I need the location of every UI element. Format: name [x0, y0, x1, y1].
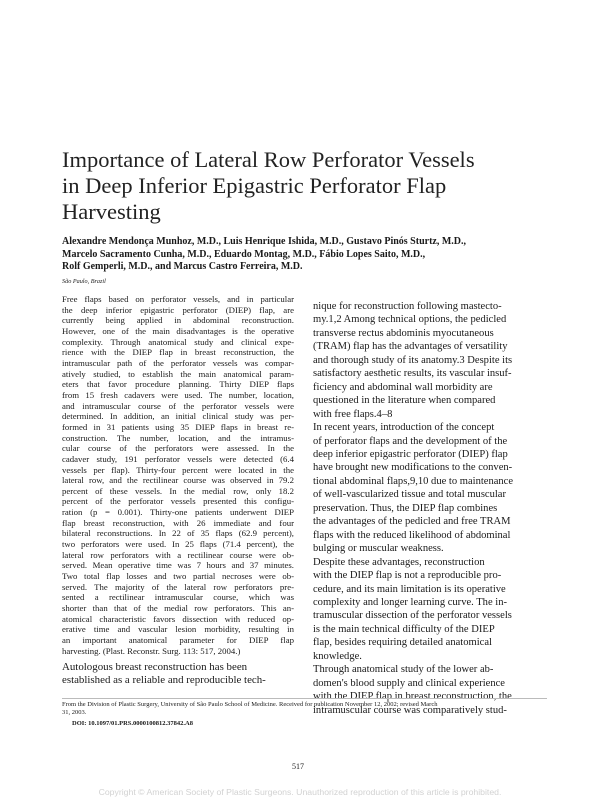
abstract [62, 294, 294, 656]
body-line: (TRAM) flap has the advantages of versatility [313, 341, 508, 353]
body-line: Through anatomical study of the lower ab- [313, 664, 494, 676]
abstract-line: cadaver study, 191 perforator vessels were detected (6.4 [62, 453, 294, 464]
body-line: have brought new modifications to the conven- [313, 462, 513, 474]
author-list [62, 236, 542, 274]
doi-line: DOI: 10.1097/01.PRS.0000100812.37842.A8 [72, 720, 193, 727]
footnote-divider [62, 698, 547, 699]
abstract-line: formed in 31 patients using 35 DIEP flaps in breast re- [62, 421, 294, 432]
footnote-line: From the Division of Plastic Surgery, University of São Paulo School of Medicine. Received for publication November 12, 2002; revised March [62, 701, 438, 708]
body-line: flap, besides requiring detailed anatomical [313, 637, 492, 649]
body-line: of well-vascularized tissue and total muscular [313, 489, 507, 501]
footnote-line: 31, 2003. [62, 709, 87, 716]
abstract-line: two perforators were used. In 25 flaps (71.4 percent), the [62, 539, 294, 550]
body-line: satisfactory aesthetic results, its vascular insuf- [313, 368, 512, 380]
abstract-line: currently being applied in abdominal reconstruction. [62, 315, 294, 326]
abstract-line: flap breast reconstruction, with 26 immediate and four [62, 517, 294, 528]
body-line: ficiency and abdominal wall morbidity are [313, 381, 493, 393]
abstract-line: atomical characteristic favors dissection with reduced op- [62, 613, 294, 624]
introduction-paragraph [62, 661, 294, 687]
body-line: deep inferior epigastric perforator (DIEP) flap [313, 448, 508, 460]
intro-line: established as a reliable and reproducible tech- [62, 674, 266, 686]
abstract-line: rience with the DIEP flap in breast reconstruction, the [62, 347, 294, 358]
body-line: and thorough study of its anatomy.3 Despite its [313, 354, 513, 366]
abstract-line: served. The majority of the lateral row perforators pre- [62, 581, 294, 592]
title-line: Harvesting [62, 199, 161, 224]
body-line: domen's blood supply and clinical experience [313, 677, 505, 689]
author-line: Rolf Gemperli, M.D., and Marcus Castro Ferreira, M.D. [62, 261, 303, 273]
abstract-line: served. Mean operative time was 7 hours and 37 minutes. [62, 560, 294, 571]
page-number: 517 [292, 762, 304, 771]
body-line: with the DIEP flap is not a reproducible pro- [313, 570, 502, 582]
abstract-line: percent of these vessels. In the medial row, only 18.2 [62, 485, 294, 496]
right-column-text [313, 300, 545, 717]
abstract-line: erative time and vascular lesion morbidity, resulting in [62, 624, 294, 635]
abstract-line: sented a rectilinear intramuscular course, which was [62, 592, 294, 603]
body-line: bulging or muscular weakness. [313, 543, 444, 555]
body-line: with the DIEP flap in breast reconstruction, the [313, 691, 512, 703]
title-line: in Deep Inferior Epigastric Perforator Flap [62, 173, 447, 198]
body-line: preservation. Thus, the DIEP flap combines [313, 502, 498, 514]
body-line: transverse rectus abdominis myocutaneous [313, 327, 494, 339]
title-line: Importance of Lateral Row Perforator Vessels [62, 147, 475, 172]
copyright-notice: Copyright © American Society of Plastic Surgeons. Unauthorized reproduction of this article is prohibited. [98, 787, 502, 797]
abstract-line: shorter than that of the medial row perforators. This an- [62, 603, 294, 614]
author-line: Marcelo Sacramento Cunha, M.D., Eduardo Montag, M.D., Fábio Lopes Saito, M.D., [62, 248, 426, 260]
abstract-line: eters that favor procedure planning. Thirty DIEP flaps [62, 379, 294, 390]
body-line: of perforator flaps and the development of the [313, 435, 508, 447]
abstract-line: from 15 fresh cadavers were used. The number, location, [62, 389, 294, 400]
abstract-line: Free flaps based on perforator vessels, and in particular [62, 294, 294, 304]
body-line: tional abdominal flaps,9,10 due to maintenance [313, 475, 514, 487]
body-line: complexity and longer learning curve. The in- [313, 596, 507, 608]
abstract-line: atively studied, to establish the main anatomical param- [62, 368, 294, 379]
body-line: knowledge. [313, 650, 362, 662]
abstract-line: construction. The number, location, and the intramus- [62, 432, 294, 443]
abstract-line: intramuscular path of the perforator vessels was compar- [62, 357, 294, 368]
abstract-line: lateral row, and the rectilinear course was observed in 79.2 [62, 475, 294, 486]
abstract-line: vessels per flap). Thirty-four percent were located in the [62, 464, 294, 475]
body-line: intramuscular course was comparatively stud- [313, 704, 507, 716]
abstract-line: harvesting. (Plast. Reconstr. Surg. 113: 517, 2004.) [62, 645, 241, 656]
body-line: flaps with the reduced likelihood of abdominal [313, 529, 511, 541]
body-line: tramuscular dissection of the perforator vessels [313, 610, 512, 622]
abstract-line: percent of the perforator vessels presented this configu- [62, 496, 294, 507]
abstract-line: However, one of the main disadvantages is the operative [62, 325, 294, 336]
author-line: Alexandre Mendonça Munhoz, M.D., Luis Henrique Ishida, M.D., Gustavo Pinós Sturtz, M.D., [62, 236, 467, 247]
article-title [62, 147, 562, 225]
body-line: questioned in the literature when compared [313, 395, 496, 407]
footnote [62, 701, 547, 717]
body-line: Despite these advantages, reconstruction [313, 556, 485, 568]
body-line: cedure, and its main limitation is its operative [313, 583, 506, 595]
intro-line: Autologous breast reconstruction has been [62, 661, 248, 673]
body-line: nique for reconstruction following mastecto- [313, 301, 502, 312]
body-line: with free flaps.4–8 [313, 408, 393, 420]
abstract-line: lateral row perforators with a rectilinear course were ob- [62, 549, 294, 560]
abstract-line: determined. In addition, an initial clinical study was per- [62, 411, 294, 422]
affiliation-location: São Paulo, Brazil [62, 278, 106, 285]
abstract-line: the deep inferior epigastric perforator (DIEP) flap, are [62, 304, 294, 315]
body-line: my.1,2 Among technical options, the pedicled [313, 314, 507, 326]
body-line: is the main technical difficulty of the DIEP [313, 623, 495, 635]
abstract-line: bilateral reconstructions. In 22 of 35 flaps (62.9 percent), [62, 528, 294, 539]
abstract-line: Two total flap losses and two partial necroses were ob- [62, 571, 294, 582]
abstract-line: and intramuscular course of the perforator vessels were [62, 400, 294, 411]
abstract-line: complexity. Through anatomical study and clinical expe- [62, 336, 294, 347]
abstract-line: cular course of the perforators were assessed. In the [62, 443, 294, 454]
abstract-line: an important anatomical parameter for DIEP flap [62, 635, 294, 645]
abstract-line: ration (p = 0.001). Thirty-one patients underwent DIEP [62, 507, 294, 518]
body-line: In recent years, introduction of the concept [313, 422, 495, 434]
body-line: the advantages of the pedicled and free TRAM [313, 516, 511, 528]
